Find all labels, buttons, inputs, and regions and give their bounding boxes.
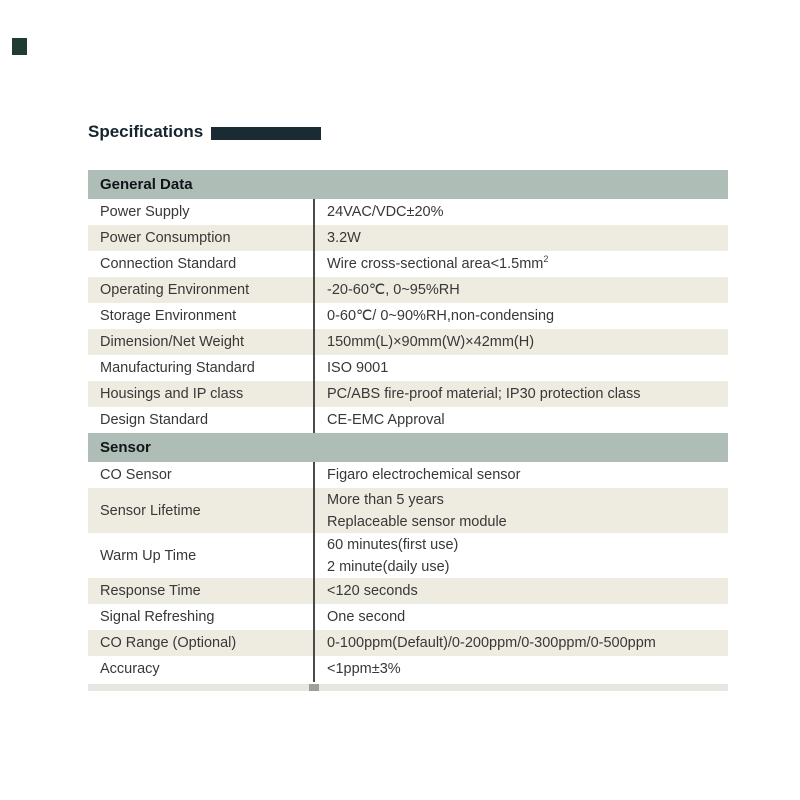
spec-value-cell bbox=[315, 329, 728, 355]
spec-value: Replaceable sensor module bbox=[327, 513, 507, 530]
spec-value-line bbox=[327, 409, 728, 431]
spec-value: Wire cross-sectional area<1.5mm bbox=[327, 256, 544, 272]
spec-value-line bbox=[327, 534, 728, 556]
spec-label: Operating Environment bbox=[100, 282, 250, 298]
spec-value: CE-EMC Approval bbox=[327, 412, 445, 428]
spec-value-line bbox=[327, 556, 728, 578]
spec-label: Signal Refreshing bbox=[100, 609, 215, 625]
spec-value: 0-60℃/ 0~90%RH,non-condensing bbox=[327, 308, 555, 324]
spec-row-connection-standard bbox=[88, 251, 728, 277]
spec-value-line bbox=[327, 331, 728, 353]
spec-label-cell bbox=[88, 656, 315, 682]
spec-label: CO Range (Optional) bbox=[100, 635, 237, 651]
spec-row-operating-environment bbox=[88, 277, 728, 303]
spec-label-cell bbox=[88, 381, 315, 407]
spec-row-design-standard bbox=[88, 407, 728, 433]
spec-value-line bbox=[327, 489, 728, 511]
spec-value-cell bbox=[315, 381, 728, 407]
spec-value-line bbox=[327, 658, 728, 680]
spec-value: 0-100ppm(Default)/0-200ppm/0-300ppm/0-500ppm bbox=[327, 635, 656, 651]
spec-label: Storage Environment bbox=[100, 308, 237, 324]
spec-value-line bbox=[327, 511, 728, 533]
section-header-general-data bbox=[88, 170, 728, 199]
spec-label: Sensor Lifetime bbox=[100, 502, 201, 519]
spec-value: One second bbox=[327, 609, 406, 625]
spec-row-power-consumption bbox=[88, 225, 728, 251]
spec-label-cell bbox=[88, 578, 315, 604]
spec-label-cell bbox=[88, 277, 315, 303]
spec-value: ISO 9001 bbox=[327, 360, 389, 376]
spec-value-line bbox=[327, 305, 728, 327]
spec-row-response-time bbox=[88, 578, 728, 604]
spec-value: -20-60℃, 0~95%RH bbox=[327, 282, 460, 298]
section-header-label: Sensor bbox=[100, 439, 151, 456]
section-header-label: General Data bbox=[100, 176, 193, 193]
spec-value: PC/ABS fire-proof material; IP30 protection class bbox=[327, 386, 641, 402]
spec-row-dimension-net-weight bbox=[88, 329, 728, 355]
spec-value-cell bbox=[315, 303, 728, 329]
spec-row-accuracy bbox=[88, 656, 728, 682]
spec-value-cell bbox=[315, 251, 728, 277]
spec-value-line bbox=[327, 201, 728, 223]
spec-value-cell bbox=[315, 604, 728, 630]
spec-value: 150mm(L)×90mm(W)×42mm(H) bbox=[327, 334, 535, 350]
spec-value-cell bbox=[315, 355, 728, 381]
spec-label: Response Time bbox=[100, 583, 201, 599]
spec-table bbox=[88, 170, 728, 682]
spec-label: CO Sensor bbox=[100, 467, 172, 483]
spec-label: Power Supply bbox=[100, 204, 190, 220]
spec-label: Dimension/Net Weight bbox=[100, 334, 244, 350]
spec-value-line bbox=[327, 279, 728, 301]
spec-row-manufacturing-standard bbox=[88, 355, 728, 381]
spec-value-line bbox=[327, 253, 728, 275]
spec-label-cell bbox=[88, 533, 315, 578]
spec-label: Power Consumption bbox=[100, 230, 231, 246]
spec-label-cell bbox=[88, 488, 315, 533]
column-divider-stub bbox=[309, 684, 319, 691]
spec-label: Design Standard bbox=[100, 412, 209, 428]
spec-label-cell bbox=[88, 199, 315, 225]
spec-value: <1ppm±3% bbox=[327, 661, 401, 677]
spec-value-cell bbox=[315, 533, 728, 578]
spec-label-cell bbox=[88, 303, 315, 329]
spec-value-cell bbox=[315, 578, 728, 604]
spec-label-cell bbox=[88, 329, 315, 355]
title-accent-bar bbox=[211, 127, 321, 140]
spec-value: 3.2W bbox=[327, 230, 361, 246]
spec-label-cell bbox=[88, 630, 315, 656]
spec-row-co-range-optional bbox=[88, 630, 728, 656]
spec-label: Warm Up Time bbox=[100, 547, 197, 564]
spec-value-line bbox=[327, 464, 728, 486]
spec-value-cell bbox=[315, 199, 728, 225]
spec-row-sensor-lifetime bbox=[88, 488, 728, 533]
spec-value-line bbox=[327, 580, 728, 602]
spec-label: Accuracy bbox=[100, 661, 160, 677]
spec-label-cell bbox=[88, 251, 315, 277]
spec-value-line bbox=[327, 383, 728, 405]
specifications-table-wrap bbox=[88, 170, 728, 691]
spec-value-line bbox=[327, 606, 728, 628]
spec-value-line bbox=[327, 632, 728, 654]
spec-row-signal-refreshing bbox=[88, 604, 728, 630]
spec-label-cell bbox=[88, 225, 315, 251]
spec-row-power-supply bbox=[88, 199, 728, 225]
spec-row-housings-and-ip-class bbox=[88, 381, 728, 407]
spec-value-cell bbox=[315, 462, 728, 488]
spec-value: 24VAC/VDC±20% bbox=[327, 204, 444, 220]
page-title: Specifications bbox=[88, 122, 204, 141]
spec-value: 2 minute(daily use) bbox=[327, 558, 450, 575]
spec-row-storage-environment bbox=[88, 303, 728, 329]
spec-value-cell bbox=[315, 488, 728, 533]
spec-value-line bbox=[327, 227, 728, 249]
spec-label-cell bbox=[88, 462, 315, 488]
page-heading bbox=[88, 122, 321, 142]
spec-value: More than 5 years bbox=[327, 491, 444, 508]
table-cutoff-row bbox=[88, 684, 728, 691]
spec-value-cell bbox=[315, 630, 728, 656]
spec-value-superscript: 2 bbox=[543, 254, 549, 265]
spec-label: Manufacturing Standard bbox=[100, 360, 255, 376]
spec-value: <120 seconds bbox=[327, 583, 418, 599]
spec-row-warm-up-time bbox=[88, 533, 728, 578]
spec-value: Figaro electrochemical sensor bbox=[327, 467, 521, 483]
spec-label-cell bbox=[88, 355, 315, 381]
spec-label: Connection Standard bbox=[100, 256, 237, 272]
spec-value-line bbox=[327, 357, 728, 379]
spec-value-cell bbox=[315, 225, 728, 251]
spec-label-cell bbox=[88, 604, 315, 630]
spec-label-cell bbox=[88, 407, 315, 433]
section-header-sensor bbox=[88, 433, 728, 462]
spec-value-cell bbox=[315, 656, 728, 682]
spec-value: 60 minutes(first use) bbox=[327, 536, 459, 553]
spec-value-cell bbox=[315, 407, 728, 433]
spec-row-co-sensor bbox=[88, 462, 728, 488]
corner-mark bbox=[12, 38, 27, 55]
spec-label: Housings and IP class bbox=[100, 386, 244, 402]
spec-value-cell bbox=[315, 277, 728, 303]
